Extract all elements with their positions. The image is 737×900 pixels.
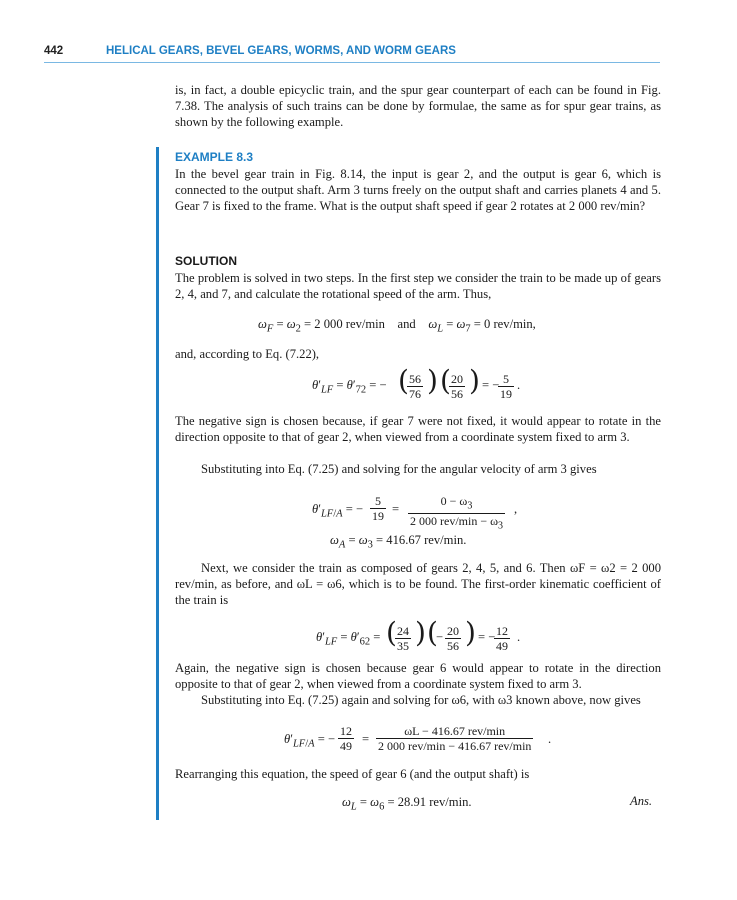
equation-speeds: $\omega_F = \omega_2 = 2$ 000 rev/min and $\omega_L = \omega_7 = 0$ rev/min, [258,317,536,335]
eq4-arm-speed-value: = 416.67 rev/min. [376,533,467,547]
page-header [44,45,660,65]
eq5-frac1-denominator: 35 [397,639,409,653]
eq2-frac2-denominator: 56 [451,387,463,401]
intro-paragraph: is, in fact, a double epicyclic train, and the spur gear counterpart of each can be found in Fig. 7.38. The analysis of such trains can be done by formulae, the same as for spur gear trains, as shown by the following example. [175,83,661,129]
eq5-frac2-denominator: 56 [447,639,459,653]
eq2-result-denominator: 19 [500,387,512,401]
eq1-input-speed: = 2 000 rev/min [304,317,385,331]
page-number: 442 [44,45,64,57]
eq1-fixed-speed: = 0 rev/min, [473,317,536,331]
solution-paragraph-2: and, according to Eq. (7.22), [175,347,320,361]
example-problem-text: In the bevel gear train in Fig. 8.14, the input is gear 2, and the output is gear 6, which is connected to the output shaft. Arm 3 turns freely on the output shaft and carries planets 4 and 5. Gear 7 is fixed to the frame. What is the output shaft speed if gear 2 rotates at 2 000 rev/min? [175,167,661,213]
eq5-frac1-numerator: 24 [397,624,409,638]
eq5-result-numerator: 12 [496,624,508,638]
solution-paragraph-3: The negative sign is chosen because, if gear 7 were not fixed, it would appear to rotate in the direction opposite to that of gear 2, when viewed from a coordinate system fixed to arm 3. [175,414,661,444]
eq3-right-numerator: 0 − ω [440,494,468,508]
eq2-frac1-denominator: 76 [409,387,421,401]
eq2-frac2-numerator: 20 [451,372,463,386]
solution-paragraph-5: Next, we consider the train as composed of gears 2, 4, 5, and 6. Then ωF = ω2 = 2 000 rev/min, as before, and ωL = ω6, which is to be found. The first-order kinematic coefficient of the train is [175,561,661,607]
eq6-left-numerator: 12 [340,724,352,738]
answer-label: Ans. [630,794,653,808]
solution-paragraph-8: Rearranging this equation, the speed of gear 6 (and the output shaft) is [175,767,530,781]
eq1-and: and [397,317,416,331]
eq3-right-denominator: 2 000 rev/min − ω [410,514,498,529]
example-sidebar-bar [156,147,159,820]
solution-paragraph-4: Substituting into Eq. (7.25) and solving for the angular velocity of arm 3 gives [201,462,597,476]
header-rule [44,62,660,63]
eq3-left-denominator: 19 [372,509,384,523]
eq6-left-denominator: 49 [340,739,352,753]
equation-arm-speed: $\omega_A = \omega_3 = 416.67$ rev/min. [330,533,467,551]
equation-output-speed: $\omega_L = \omega_6 = 28.91$ rev/min. [342,795,472,813]
eq6-right-denominator: 2 000 rev/min − 416.67 rev/min [378,739,532,753]
example-title: EXAMPLE 8.3 [175,150,254,164]
solution-paragraph-6: Again, the negative sign is chosen because gear 6 would appear to rotate in the direction opposite to that of gear 2, when viewed from a coordinate system fixed to arm 3. [175,661,661,691]
eq3-left-numerator: 5 [370,494,386,509]
eq5-result-denominator: 49 [496,639,508,653]
eq7-output-speed-value: = 28.91 rev/min. [387,795,472,809]
solution-paragraph-1: The problem is solved in two steps. In the first step we consider the train to be made up of gears 2, 4, and 7, and calculate the rotational speed of the arm. Thus, [175,271,661,301]
solution-paragraph-7: Substituting into Eq. (7.25) again and solving for ω6, with ω3 known above, now gives [201,693,641,707]
running-title: HELICAL GEARS, BEVEL GEARS, WORMS, AND WORM GEARS [106,45,456,57]
eq6-right-numerator: ωL − 416.67 rev/min [376,724,533,739]
solution-title: SOLUTION [175,254,237,268]
eq5-frac2-numerator: 20 [447,624,459,638]
eq2-result-numerator: 5 [498,372,514,387]
eq2-frac1-numerator: 56 [409,372,421,386]
